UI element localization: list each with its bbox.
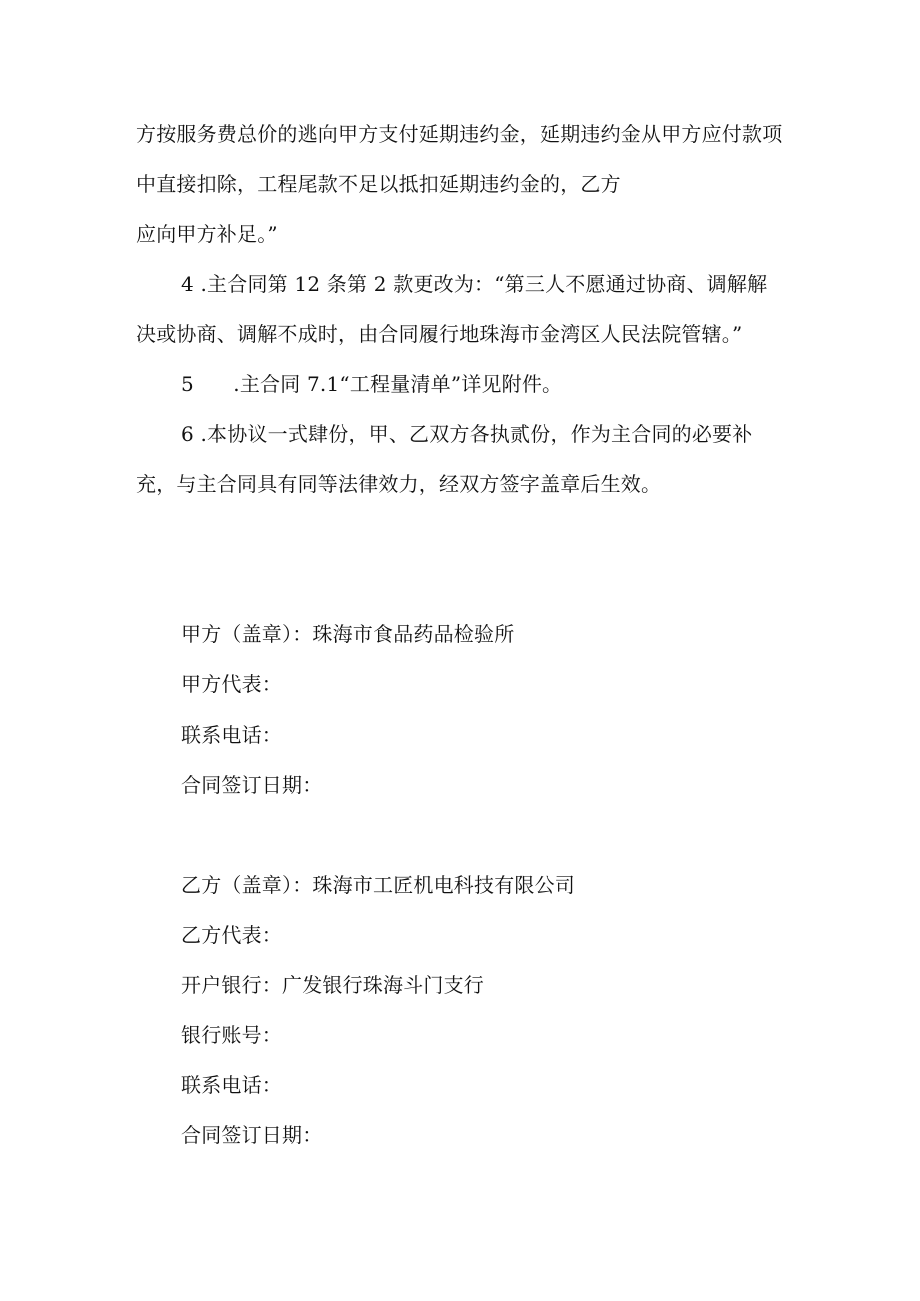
- party-b-account: 银行账号：: [181, 1023, 282, 1047]
- party-a-sign-date: 合同签订日期：: [181, 773, 323, 797]
- party-b-representative: 乙方代表：: [181, 923, 282, 947]
- clause-4-line: 4 .主合同第 12 条第 2 款更改为：“第三人不愿通过协商、调解解: [181, 272, 768, 296]
- party-b-phone: 联系电话：: [181, 1073, 282, 1097]
- clause-4-line: 决或协商、调解不成时，由合同履行地珠海市金湾区人民法院管辖。”: [136, 322, 743, 346]
- party-a-phone: 联系电话：: [181, 723, 282, 747]
- party-b-sign-date: 合同签订日期：: [181, 1123, 323, 1147]
- party-b-bank: 开户银行：广发银行珠海斗门支行: [181, 973, 484, 997]
- clause-5-line: 5 .主合同 7.1“工程量清单”详见附件。: [181, 372, 563, 396]
- paragraph-line: 应向甲方补足。”: [136, 222, 278, 246]
- party-a-seal: 甲方（盖章）：珠海市食品药品检验所: [181, 622, 515, 646]
- clause-6-line: 6 .本协议一式肆份，甲、乙双方各执贰份，作为主合同的必要补: [181, 422, 753, 446]
- party-a-representative: 甲方代表：: [181, 672, 282, 696]
- paragraph-line: 中直接扣除，工程尾款不足以抵扣延期违约金的，乙方: [136, 172, 621, 196]
- paragraph-line: 方按服务费总价的逃向甲方支付延期违约金，延期违约金从甲方应付款项: [136, 122, 783, 146]
- party-b-seal: 乙方（盖章）：珠海市工匠机电科技有限公司: [181, 873, 575, 897]
- clause-6-line: 充，与主合同具有同等法律效力，经双方签字盖章后生效。: [136, 472, 662, 496]
